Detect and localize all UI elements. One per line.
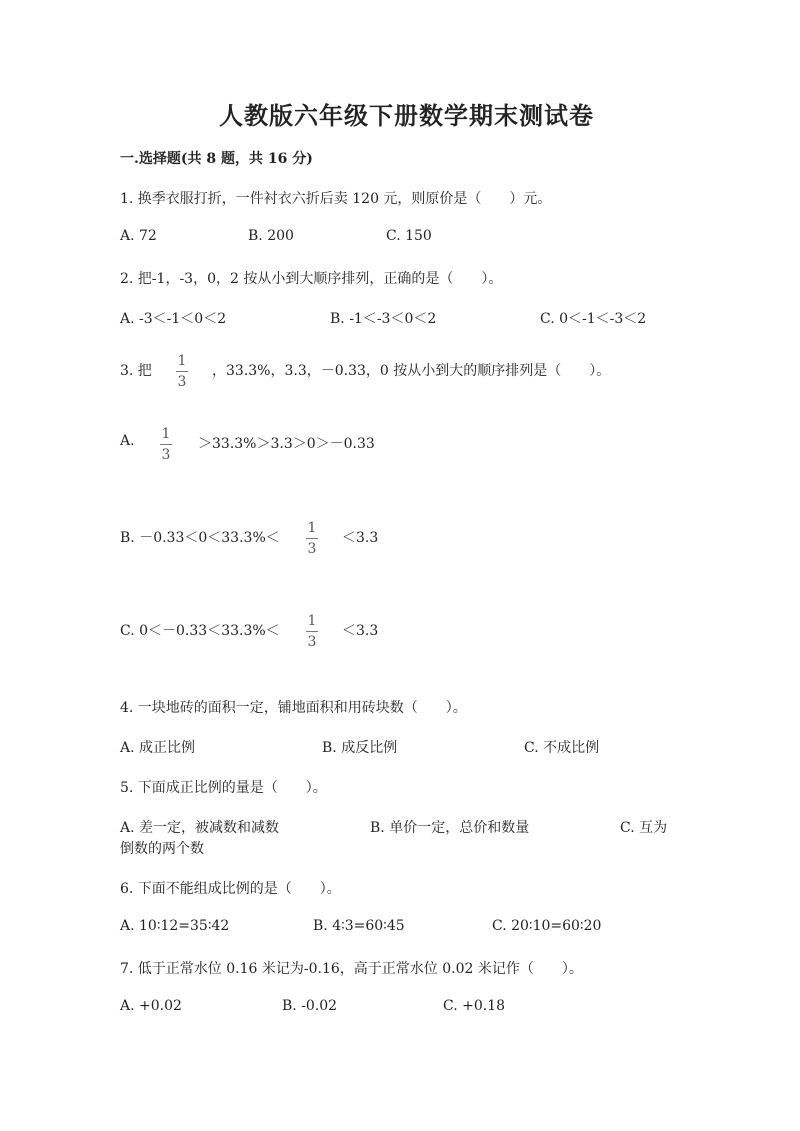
fraction-bar [306,631,318,632]
fraction-denominator: 3 [307,541,317,557]
question-6-option-a: A. 10∶12=35∶42 [120,918,230,934]
question-4-option-a: A. 成正比例 [120,740,196,756]
question-5-option-a: A. 差一定，被减数和减数 [120,820,280,836]
question-3-option-a-text: ＞33.3%＞3.3＞0＞－0.33 [198,436,375,452]
question-5-stem: 5. 下面成正比例的量是（ ）。 [120,780,327,796]
fraction-bar [176,371,188,372]
question-6-option-c: C. 20∶10=60∶20 [492,918,602,934]
fraction-numerator: 1 [161,426,171,442]
question-3-option-c-suffix: ＜3.3 [342,623,379,639]
question-1-option-c: C. 150 [386,228,432,244]
fraction-denominator: 3 [161,447,171,463]
question-4-stem: 4. 一块地砖的面积一定，铺地面积和用砖块数（ ）。 [120,700,467,716]
question-6-option-b: B. 4∶3=60∶45 [313,918,405,934]
question-7-stem: 7. 低于正常水位 0.16 米记为-0.16，高于正常水位 0.02 米记作（ ）。 [120,961,583,977]
fraction-one-third [306,612,318,651]
question-3-option-b-text: B. －0.33＜0＜33.3%＜ [120,530,280,546]
question-5-option-c-continued: 倒数的两个数 [120,841,204,857]
question-3-option-c-text: C. 0＜－0.33＜33.3%＜ [120,623,280,639]
fraction-one-third [176,352,188,391]
question-7-option-b: B. -0.02 [282,998,338,1014]
question-3-option-a-label: A. [120,433,135,449]
question-1-option-b: B. 200 [248,228,294,244]
fraction-bar [160,444,172,445]
question-5-option-b: B. 单价一定，总价和数量 [370,820,530,836]
question-2-option-c: C. 0＜-1＜-3＜2 [540,311,647,327]
fraction-denominator: 3 [307,634,317,650]
question-2-stem: 2. 把-1，-3，0，2 按从小到大顺序排列，正确的是（ ）。 [120,271,503,287]
question-1-option-a: A. 72 [120,228,157,244]
question-7-option-c: C. +0.18 [443,998,506,1014]
question-3-stem-prefix: 3. 把 [120,363,152,379]
question-2-option-a: A. -3＜-1＜0＜2 [120,311,227,327]
question-4-option-c: C. 不成比例 [524,740,600,756]
section-heading: 一.选择题(共 8 题，共 16 分) [120,151,313,167]
fraction-denominator: 3 [177,374,187,390]
question-2-option-b: B. -1＜-3＜0＜2 [330,311,437,327]
question-3-stem-suffix: ，33.3%，3.3，－0.33，0 按从小到大的顺序排列是（ ）。 [212,363,611,379]
fraction-one-third [160,425,172,464]
page-title: 人教版六年级下册数学期末测试卷 [219,101,594,130]
question-5-option-c: C. 互为 [620,820,668,836]
fraction-numerator: 1 [307,613,317,629]
fraction-numerator: 1 [177,353,187,369]
fraction-one-third [306,519,318,558]
question-7-option-a: A. +0.02 [120,998,182,1014]
question-4-option-b: B. 成反比例 [322,740,398,756]
fraction-bar [306,538,318,539]
question-1-stem: 1. 换季衣服打折，一件衬衣六折后卖 120 元，则原价是（ ）元。 [120,191,552,207]
question-3-option-b-suffix: ＜3.3 [342,530,379,546]
fraction-numerator: 1 [307,520,317,536]
question-6-stem: 6. 下面不能组成比例的是（ ）。 [120,881,341,897]
